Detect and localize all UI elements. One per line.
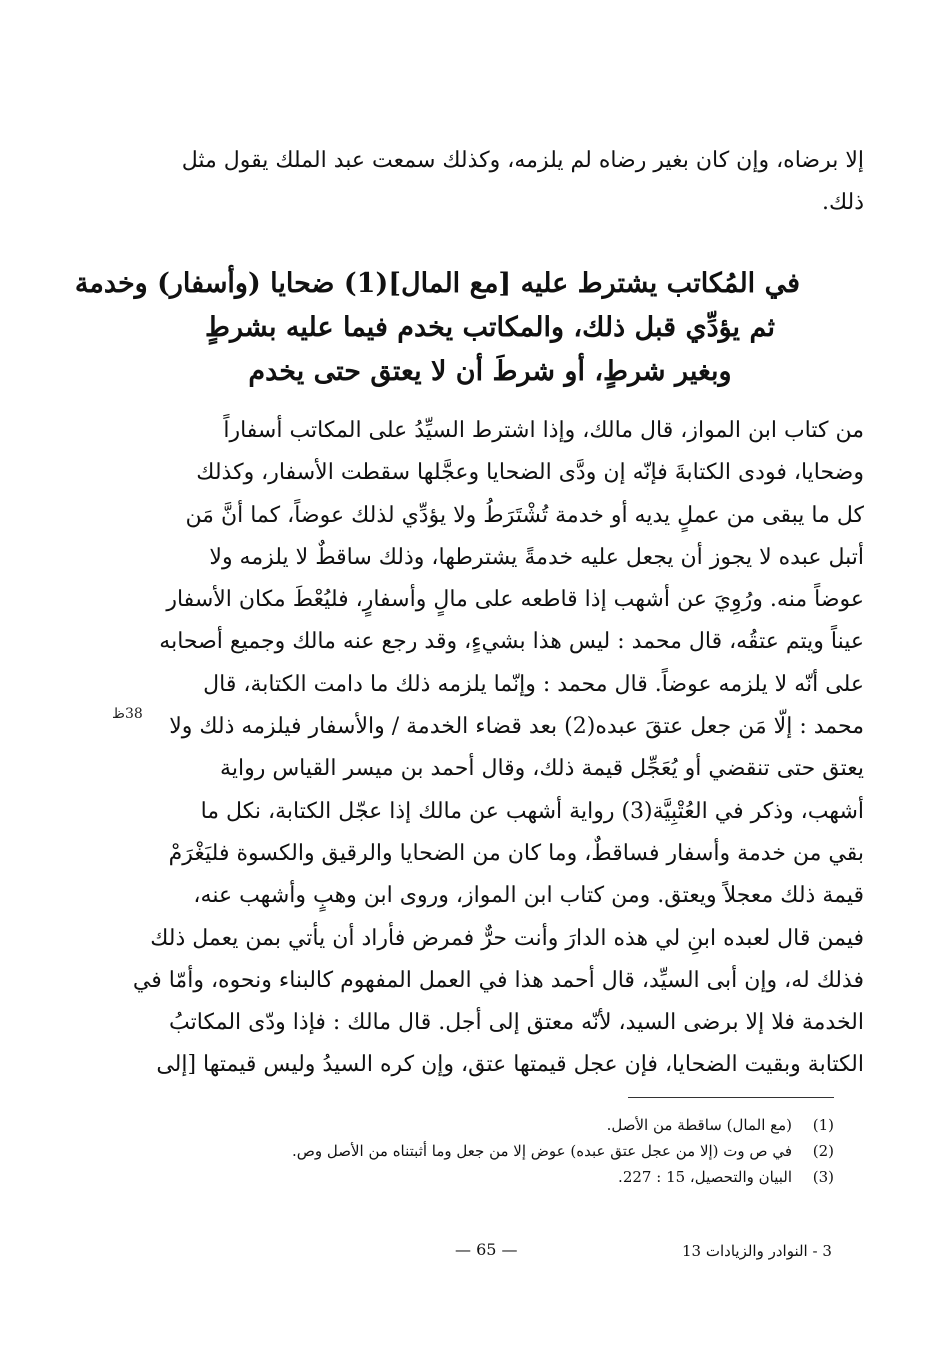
- footnote-text: في ص وت (إلا من عجل عتق عبده) عوض إلا من جعل وما أثبتناه من الأصل وص.: [291, 1142, 792, 1160]
- footnote-number: (1): [812, 1116, 834, 1134]
- text-line: أتبل عبده لا يجوز أن يجعل عليه خدمةً يشترطها، وذلك ساقطٌ لا يلزمه ولا: [209, 544, 864, 570]
- text-line: كل ما يبقى من عملٍ يديه أو خدمة تُشْتَرَطُ ولا يؤدِّي لذلك عوضاً، كما أنَّ مَن: [185, 502, 864, 528]
- heading-line: في المُكاتب يشترط عليه [مع المال](1) ضحايا (وأسفار) وخدمة: [74, 268, 800, 299]
- text-line: قيمة ذلك معجلاً ويعتق. ومن كتاب ابن المواز، وروى ابن وهبٍ وأشهب عنه،: [193, 883, 864, 909]
- running-footer-title: 3 - النوادر والزيادات 13: [682, 1242, 832, 1260]
- heading-line: ثم يؤدِّي قبل ذلك، والمكاتب يخدم فيما عليه بشرطٍ: [205, 312, 775, 343]
- footnote-item: [380, 1164, 834, 1190]
- footnote-item: [291, 1138, 834, 1164]
- footnote-number: (2): [812, 1142, 834, 1160]
- text-line: من كتاب ابن المواز، قال مالك، وإذا اشترط السيِّدُ على المكاتب أسفاراً: [223, 418, 864, 443]
- margin-folio-note: 38ظ: [112, 706, 143, 722]
- text-line: الخدمة فلا إلا برضى السيد، لأنّه معتق إلى أجل. قال مالك : فإذا ودّى المكاتبُ: [169, 1010, 864, 1036]
- heading-line: وبغير شرطٍ، أو شرطَ أن لا يعتق حتى يخدم: [248, 356, 732, 387]
- footnote-item: [380, 1112, 834, 1138]
- text-line: يعتق حتى تنقضي أو يُعَجِّل قيمة ذلك، وقال أحمد بن ميسر القياس رواية: [220, 756, 864, 782]
- intro-paragraph: [172, 140, 864, 224]
- text-line: محمد : إلّا مَن جعل عتقَ عبده(2) بعد قضاء الخدمة / والأسفار فيلزمه ذلك ولا: [169, 714, 864, 740]
- text-line: بقي من خدمة وأسفار فساقطٌ، وما كان من الضحايا والرقيق والكسوة فليَغْرَمْ: [168, 840, 864, 866]
- footnote-number: (3): [812, 1168, 834, 1186]
- text-line: الكتابة وبقيت الضحايا، فإن عجل قيمتها عتق، وإن كره السيدُ وليس قيمتها [إلى: [156, 1052, 864, 1078]
- text-line: ذلك.: [821, 190, 864, 215]
- text-line: على أنّه لا يلزمه عوضاً. قال محمد : وإنّما يلزمه ذلك ما دامت الكتابة، قال: [203, 671, 864, 697]
- text-line: فيمن قال لعبده ابنِ لي هذه الدارَ وأنت حرٌّ فمرض فأراد أن يأتي بمن يعمل ذلك: [150, 925, 864, 951]
- text-line: عوضاً منه. ورُوِيَ عن أشهب إذا قاطعه على مالٍ وأسفارٍ، فليُعْطَ مكان الأسفار: [166, 587, 864, 613]
- footnote-text: (مع المال) ساقطة من الأصل.: [606, 1116, 792, 1134]
- text-line: إلا برضاه، وإن كان بغير رضاه لم يلزمه، وكذلك سمعت عبد الملك يقول مثل: [181, 148, 864, 173]
- page-number: — 65 —: [455, 1240, 518, 1259]
- body-paragraph: [132, 410, 864, 1087]
- text-line: فذلك له، وإن أبى السيِّد، قال أحمد هذا في العمل المفهوم كالبناء ونحوه، وأمّا في: [132, 967, 864, 993]
- footnotes: [291, 1112, 834, 1190]
- footnote-text: البيان والتحصيل، 15 : 227.: [618, 1168, 792, 1186]
- text-line: عيناً ويتم عتقُه، قال محمد : ليس هذا بشيءٍ، وقد رجع عنه مالك وجميع أصحابه: [159, 629, 864, 655]
- text-line: أشهب، وذكر في العُتْبِيَّة(3) رواية أشهب عن مالك إذا عجّل الكتابة، نكل ما: [200, 798, 864, 824]
- section-heading: [74, 262, 800, 394]
- footnote-divider: [628, 1097, 834, 1098]
- text-line: وضحايا، فودى الكتابةَ فإنّه إن ودَّى الضحايا وعجَّلها سقطت الأسفار، وكذلك: [196, 460, 864, 486]
